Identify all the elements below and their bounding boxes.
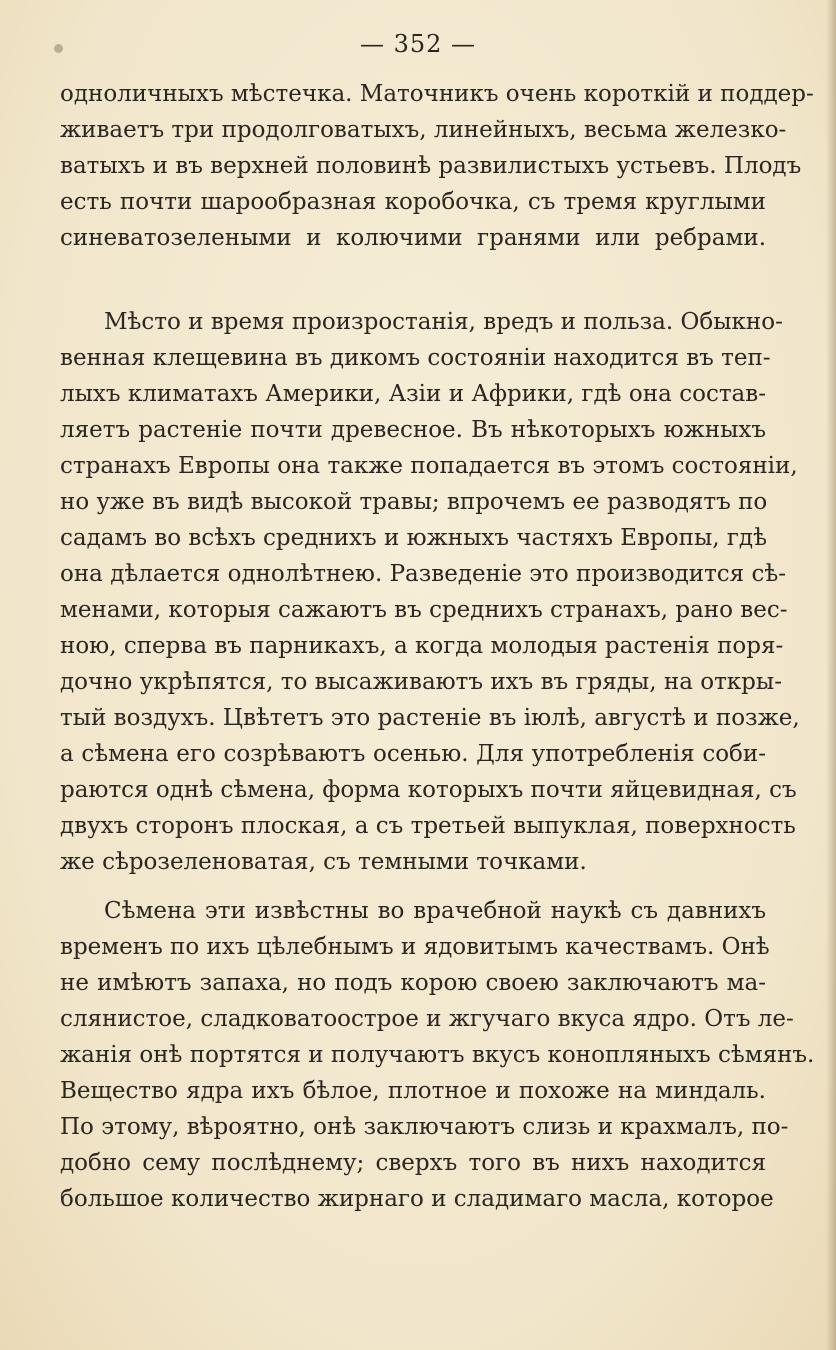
text-line: ватыхъ и въ верхней половинѣ развилистыхъ устьевъ. Плодъ: [60, 153, 802, 179]
text-line: ляетъ растеніе почти древесное. Въ нѣкоторыхъ южныхъ: [60, 417, 766, 443]
page-number: — 352 —: [359, 30, 477, 58]
text-line: Мѣсто и время произростанія, вредъ и польза. Обыкно-: [104, 309, 783, 335]
text-line: не имѣютъ запаха, но подъ корою своею заключаютъ ма-: [60, 970, 766, 996]
text-line: слянистое, сладковатоострое и жгучаго вкуса ядро. Отъ ле-: [60, 1006, 794, 1032]
text-line: Вещество ядра ихъ бѣлое, плотное и похоже на миндаль.: [60, 1078, 766, 1104]
text-line: жанія онѣ портятся и получаютъ вкусъ конопляныхъ сѣмянъ.: [60, 1042, 815, 1068]
text-line: большое количество жирнаго и сладимаго масла, которое: [60, 1186, 774, 1212]
text-line: одноличныхъ мѣстечка. Маточникъ очень короткій и поддер-: [60, 81, 814, 107]
text-line: добно сему послѣднему; сверхъ того въ нихъ находится: [60, 1150, 766, 1176]
text-line: Сѣмена эти извѣстны во врачебной наукѣ съ давнихъ: [104, 898, 766, 924]
text-line: венная клещевина въ дикомъ состояніи находится въ теп-: [60, 345, 771, 371]
text-line: тый воздухъ. Цвѣтетъ это растеніе въ іюлѣ, августѣ и позже,: [60, 705, 800, 731]
text-line: садамъ во всѣхъ среднихъ и южныхъ частяхъ Европы, гдѣ: [60, 525, 767, 551]
text-line: двухъ сторонъ плоская, а съ третьей выпуклая, поверхность: [60, 813, 796, 839]
text-line: а сѣмена его созрѣваютъ осенью. Для употребленія соби-: [60, 741, 766, 767]
text-line: менами, которыя сажаютъ въ среднихъ странахъ, рано вес-: [60, 597, 788, 623]
page-edge-shadow: [826, 0, 836, 1350]
text-line: По этому, вѣроятно, онѣ заключаютъ слизь и крахмалъ, по-: [60, 1114, 789, 1140]
text-line: синеватозелеными и колючими гранями или ребрами.: [60, 225, 766, 251]
text-line: она дѣлается однолѣтнею. Разведеніе это производится сѣ-: [60, 561, 787, 587]
text-line: но уже въ видѣ высокой травы; впрочемъ ее разводятъ по: [60, 489, 768, 515]
text-line: раются однѣ сѣмена, форма которыхъ почти яйцевидная, съ: [60, 777, 797, 803]
text-line: дочно укрѣпятся, то высаживаютъ ихъ въ гряды, на откры-: [60, 669, 782, 695]
paragraph-3: [60, 893, 815, 1217]
text-line: временъ по ихъ цѣлебнымъ и ядовитымъ качествамъ. Онѣ: [60, 934, 770, 960]
text-line: ною, сперва въ парникахъ, а когда молодыя растенія поря-: [60, 633, 784, 659]
text-line: странахъ Европы она также попадается въ этомъ состояніи,: [60, 453, 798, 479]
text-line: есть почти шарообразная коробочка, съ тремя круглыми: [60, 189, 766, 215]
paragraph-1: [60, 76, 814, 256]
text-line: живаетъ три продолговатыхъ, линейныхъ, весьма железко-: [60, 117, 787, 143]
text-line: же сѣрозеленоватая, съ темными точками.: [60, 849, 587, 875]
text-line: лыхъ климатахъ Америки, Азіи и Африки, гдѣ она состав-: [60, 381, 766, 407]
paragraph-2: [60, 304, 800, 880]
